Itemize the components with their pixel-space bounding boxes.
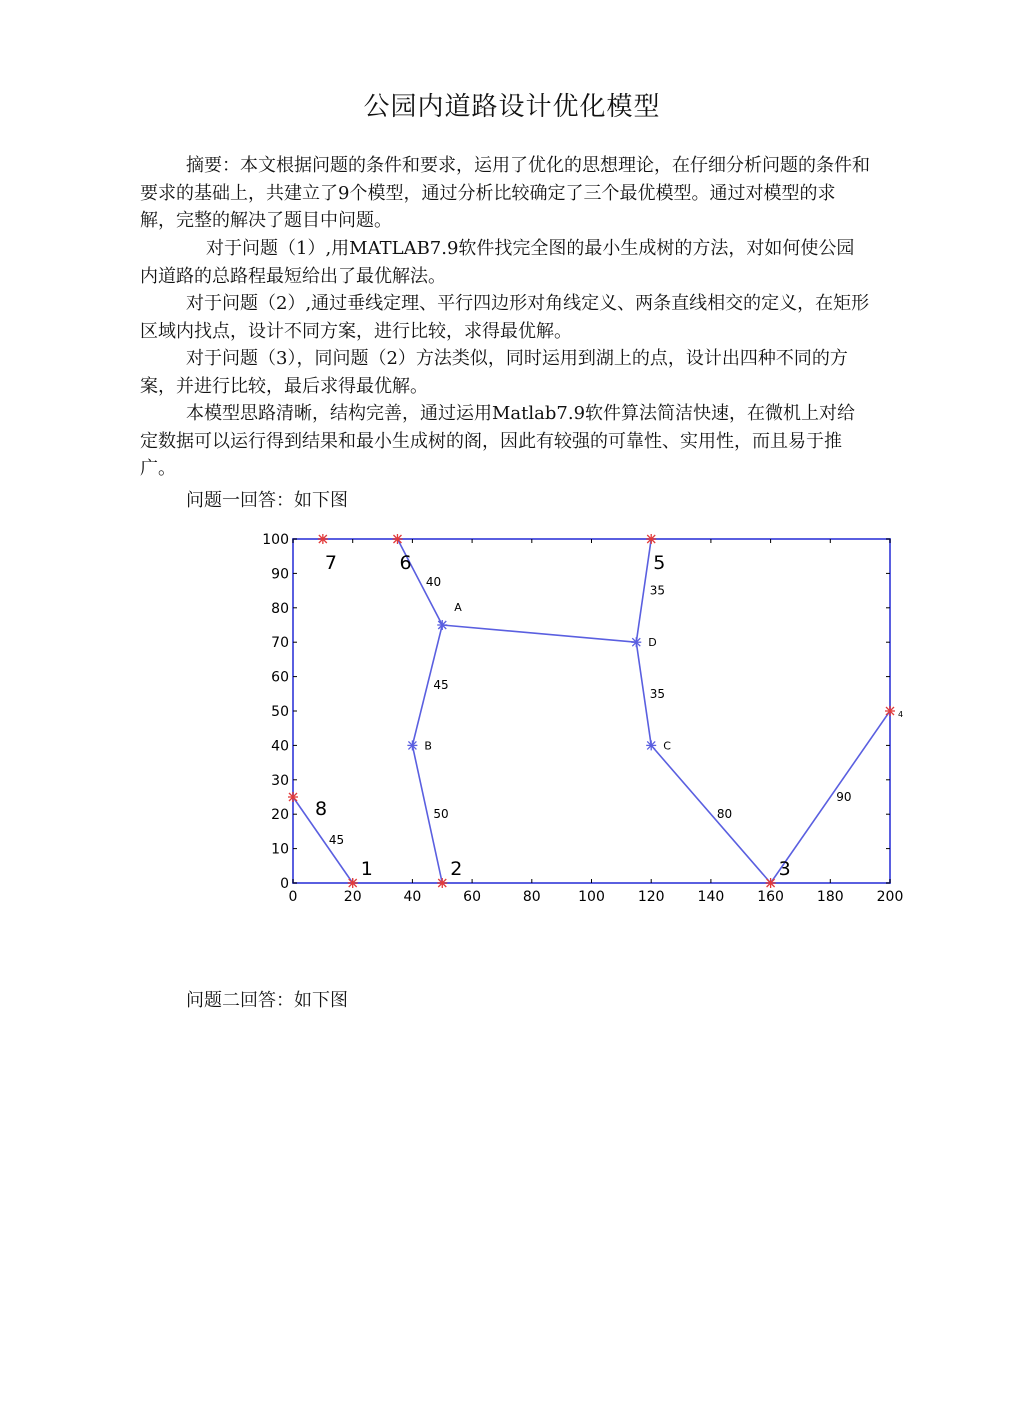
edge-length-label: 45 — [433, 678, 449, 693]
terminal-marker-2 — [437, 878, 447, 888]
problem1-paragraph: 对于问题（1）,用MATLAB7.9软件找完全图的最小生成树的方法，对如何使公园内道路的总路程最短给出了最优解法。 — [140, 238, 855, 287]
x-tick-label: 80 — [522, 889, 541, 905]
edge-length-label: 35 — [649, 583, 666, 598]
y-tick-label: 20 — [271, 807, 289, 824]
x-tick-label: 180 — [816, 889, 844, 905]
y-tick-label: 40 — [271, 738, 289, 755]
x-tick-label: 120 — [637, 889, 665, 905]
terminal-label-1: 1 — [360, 858, 373, 880]
problem2-paragraph: 对于问题（2）,通过垂线定理、平行四边形对角线定义、两条直线相交的定义，在矩形区域内找点，设计不同方案，进行比较，求得最优解。 — [140, 293, 870, 342]
y-tick-label: 70 — [271, 635, 289, 652]
terminal-label-6: 6 — [399, 552, 412, 574]
terminal-label-4: 4 — [898, 710, 904, 719]
steiner-marker-C — [646, 740, 656, 750]
x-tick-label: 140 — [697, 889, 725, 905]
x-tick-label: 0 — [288, 889, 298, 905]
edge-length-label: 35 — [649, 686, 666, 701]
terminal-marker-6 — [392, 534, 402, 544]
edge-length-label: 40 — [425, 575, 442, 589]
edge-length-label: 90 — [836, 790, 852, 804]
abstract-paragraph: 摘要：本文根据问题的条件和要求，运用了优化的思想理论，在仔细分析问题的条件和要求的基础上，共建立了9个模型，通过分析比较确定了三个最优模型。通过对模型的求解，完整的解决了题目中问题。 — [140, 155, 870, 231]
edge-length-label: 50 — [433, 807, 449, 822]
summary-paragraph: 本模型思路清晰，结构完善，通过运用Matlab7.9软件算法简洁快速，在微机上对给定数据可以运行得到结果和最小生成树的阁，因此有较强的可靠性、实用性，而且易于推广。 — [140, 403, 856, 479]
y-tick-label: 80 — [271, 600, 289, 617]
y-tick-label: 10 — [271, 841, 289, 858]
x-tick-label: 160 — [757, 889, 784, 905]
road-network-chart — [255, 520, 935, 920]
terminal-label-8: 8 — [315, 798, 328, 820]
plot-frame — [293, 539, 890, 883]
terminal-marker-5 — [646, 534, 656, 544]
edge-length-label: 45 — [328, 833, 345, 847]
steiner-marker-D — [631, 637, 641, 647]
steiner-label-C: C — [663, 739, 671, 753]
terminal-label-2: 2 — [450, 858, 463, 880]
x-tick-label: 200 — [876, 889, 904, 905]
steiner-marker-B — [407, 740, 417, 750]
edge-C-3 — [651, 745, 770, 883]
steiner-marker-A — [437, 620, 447, 630]
steiner-label-B: B — [424, 739, 432, 753]
steiner-label-A: A — [454, 601, 462, 614]
terminal-marker-8 — [288, 792, 298, 802]
y-tick-label: 100 — [262, 532, 289, 548]
terminal-label-5: 5 — [653, 552, 666, 574]
terminal-marker-3 — [766, 878, 776, 888]
terminal-marker-7 — [318, 534, 328, 544]
terminal-label-3: 3 — [778, 858, 791, 880]
y-tick-label: 90 — [271, 566, 289, 583]
terminal-marker-4 — [885, 706, 895, 716]
x-tick-label: 40 — [403, 889, 422, 905]
y-tick-label: 50 — [271, 704, 289, 720]
edge-length-label: 80 — [716, 807, 733, 822]
terminal-marker-1 — [348, 878, 358, 888]
steiner-label-D: D — [648, 636, 657, 650]
figure2-caption: 问题二回答：如下图 — [186, 990, 348, 1011]
figure1-caption: 问题一回答：如下图 — [186, 490, 348, 511]
y-tick-label: 60 — [271, 669, 289, 686]
y-tick-label: 0 — [280, 876, 289, 892]
terminal-label-7: 7 — [324, 552, 337, 574]
y-tick-label: 30 — [271, 772, 289, 789]
problem3-paragraph: 对于问题（3），同问题（2）方法类似，同时运用到湖上的点，设计出四种不同的方案，并进行比较，最后求得最优解。 — [140, 348, 848, 397]
x-tick-label: 20 — [343, 889, 362, 905]
document-title: 公园内道路设计优化模型 — [363, 92, 661, 122]
x-tick-label: 60 — [463, 889, 482, 905]
x-tick-label: 100 — [578, 889, 605, 905]
edge-A-D — [442, 625, 636, 642]
